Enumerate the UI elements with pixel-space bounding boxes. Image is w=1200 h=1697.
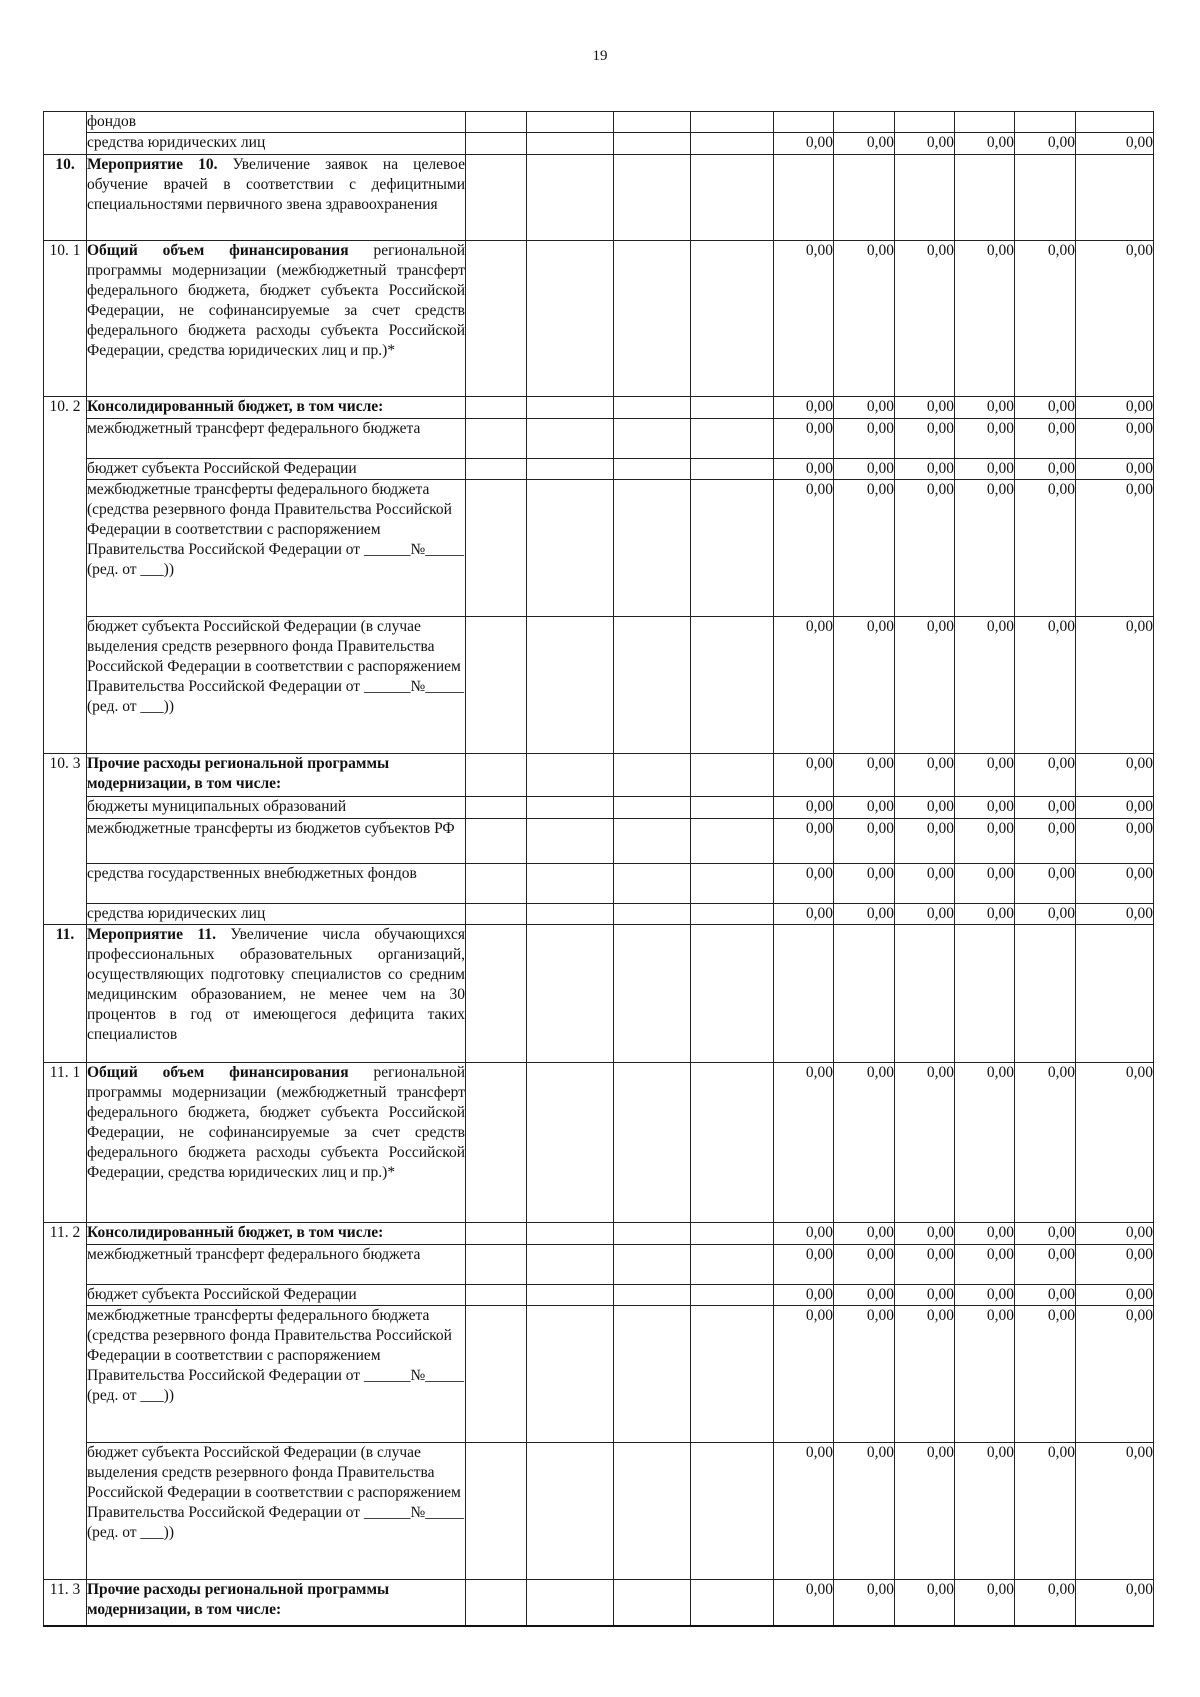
row-number: 11. bbox=[44, 925, 87, 1063]
value-cell: 0,00 bbox=[774, 1285, 834, 1306]
value-cell: 0,00 bbox=[1076, 397, 1154, 419]
value-cell: 0,00 bbox=[1015, 1285, 1076, 1306]
value-cell: 0,00 bbox=[774, 617, 834, 754]
value-cell: 0,00 bbox=[1015, 1223, 1076, 1245]
value-cell: 0,00 bbox=[1076, 1285, 1154, 1306]
value-cell: 0,00 bbox=[955, 617, 1015, 754]
row-description: средства юридических лиц bbox=[87, 904, 466, 925]
value-cell: 0,00 bbox=[1015, 797, 1076, 819]
table-row bbox=[44, 1063, 1154, 1223]
value-cell: 0,00 bbox=[1015, 1306, 1076, 1443]
event-description: Мероприятие 10. Увеличение заявок на целевое обучение врачей в соответствии с дефицитными специальностями первичного звена здравоохранения bbox=[87, 155, 466, 241]
value-cell: 0,00 bbox=[774, 397, 834, 419]
value-cell: 0,00 bbox=[834, 1306, 895, 1443]
value-cell: 0,00 bbox=[895, 1306, 955, 1443]
table-row bbox=[44, 1443, 1154, 1580]
value-cell: 0,00 bbox=[1015, 1245, 1076, 1285]
table-row bbox=[44, 1580, 1154, 1626]
value-cell: 0,00 bbox=[1015, 241, 1076, 397]
row-number: 10. 1 bbox=[44, 241, 87, 397]
value-cell: 0,00 bbox=[1015, 617, 1076, 754]
row-description: фондов bbox=[87, 112, 466, 133]
row-number: 10. 2 bbox=[44, 397, 87, 754]
value-cell: 0,00 bbox=[1076, 754, 1154, 797]
value-cell: 0,00 bbox=[1015, 819, 1076, 864]
value-cell: 0,00 bbox=[895, 397, 955, 419]
row-number: 11. 2 bbox=[44, 1223, 87, 1580]
row-number: 11. 3 bbox=[44, 1580, 87, 1626]
value-cell: 0,00 bbox=[1015, 904, 1076, 925]
event-description: Мероприятие 11. Увеличение числа обучающихся профессиональных образовательных организаций, осуществляющих подготовку специалистов со средним медицинским образованием, не менее чем на 30 процентов в год от имеющегося дефицита таких специалистов bbox=[87, 925, 466, 1063]
row-number: 10. bbox=[44, 155, 87, 241]
value-cell: 0,00 bbox=[955, 819, 1015, 864]
value-cell: 0,00 bbox=[895, 1443, 955, 1580]
value-cell: 0,00 bbox=[955, 1285, 1015, 1306]
value-cell: 0,00 bbox=[1076, 797, 1154, 819]
value-cell: 0,00 bbox=[774, 241, 834, 397]
value-cell: 0,00 bbox=[774, 797, 834, 819]
value-cell: 0,00 bbox=[834, 1580, 895, 1626]
row-description: бюджеты муниципальных образований bbox=[87, 797, 466, 819]
row-description: межбюджетный трансферт федерального бюджета bbox=[87, 419, 466, 459]
row-description: бюджет субъекта Российской Федерации (в случае выделения средств резервного фонда Правительства Российской Федерации в соответствии с распоряжением Правительства Российской Федерации от ______№_____ (ред. от ___)) bbox=[87, 617, 466, 754]
table-row bbox=[44, 1223, 1154, 1245]
value-cell: 0,00 bbox=[834, 459, 895, 480]
financing-table bbox=[43, 111, 1154, 1627]
value-cell: 0,00 bbox=[834, 1063, 895, 1223]
row-description: межбюджетные трансферты федерального бюджета (средства резервного фонда Правительства Российской Федерации в соответствии с распоряжением Правительства Российской Федерации от ______№_____ (ред. от ___)) bbox=[87, 480, 466, 617]
value-cell: 0,00 bbox=[834, 1245, 895, 1285]
value-cell: 0,00 bbox=[895, 819, 955, 864]
value-cell: 0,00 bbox=[834, 1223, 895, 1245]
value-cell: 0,00 bbox=[1015, 1443, 1076, 1580]
page-number: 19 bbox=[592, 48, 608, 64]
table-row bbox=[44, 864, 1154, 904]
table-row bbox=[44, 419, 1154, 459]
value-cell: 0,00 bbox=[834, 397, 895, 419]
row-description: Общий объем финансирования региональной программы модернизации (межбюджетный трансферт федерального бюджета, бюджет субъекта Российской Федерации, не софинансируемые за счет средств федерального бюджета расходы субъекта Российской Федерации, средства юридических лиц и пр.)* bbox=[87, 241, 466, 397]
value-cell: 0,00 bbox=[955, 797, 1015, 819]
value-cell: 0,00 bbox=[955, 1245, 1015, 1285]
value-cell: 0,00 bbox=[955, 1063, 1015, 1223]
row-number: 10. 3 bbox=[44, 754, 87, 925]
value-cell: 0,00 bbox=[955, 1443, 1015, 1580]
value-cell: 0,00 bbox=[895, 1580, 955, 1626]
value-cell: 0,00 bbox=[1015, 1580, 1076, 1626]
value-cell: 0,00 bbox=[1076, 419, 1154, 459]
value-cell: 0,00 bbox=[1076, 1245, 1154, 1285]
value-cell: 0,00 bbox=[1076, 459, 1154, 480]
table-row bbox=[44, 754, 1154, 797]
table-row bbox=[44, 925, 1154, 1063]
value-cell: 0,00 bbox=[955, 419, 1015, 459]
value-cell: 0,00 bbox=[834, 617, 895, 754]
value-cell: 0,00 bbox=[774, 1443, 834, 1580]
value-cell: 0,00 bbox=[834, 797, 895, 819]
value-cell: 0,00 bbox=[1076, 241, 1154, 397]
value-cell: 0,00 bbox=[895, 1063, 955, 1223]
value-cell: 0,00 bbox=[774, 419, 834, 459]
value-cell: 0,00 bbox=[895, 459, 955, 480]
value-cell: 0,00 bbox=[895, 241, 955, 397]
value-cell: 0,00 bbox=[955, 1306, 1015, 1443]
value-cell: 0,00 bbox=[1015, 480, 1076, 617]
value-cell: 0,00 bbox=[774, 1223, 834, 1245]
row-description: межбюджетные трансферты федерального бюджета (средства резервного фонда Правительства Российской Федерации в соответствии с распоряжением Правительства Российской Федерации от ______№_____ (ред. от ___)) bbox=[87, 1306, 466, 1443]
value-cell: 0,00 bbox=[834, 133, 895, 155]
table-row bbox=[44, 397, 1154, 419]
value-cell: 0,00 bbox=[955, 397, 1015, 419]
value-cell: 0,00 bbox=[774, 133, 834, 155]
table-row bbox=[44, 904, 1154, 925]
value-cell: 0,00 bbox=[895, 480, 955, 617]
table-row bbox=[44, 480, 1154, 617]
value-cell: 0,00 bbox=[834, 419, 895, 459]
value-cell: 0,00 bbox=[955, 1223, 1015, 1245]
value-cell: 0,00 bbox=[1076, 1443, 1154, 1580]
row-description: межбюджетные трансферты из бюджетов субъектов РФ bbox=[87, 819, 466, 864]
row-description: Прочие расходы региональной программы модернизации, в том числе: bbox=[87, 754, 466, 797]
value-cell: 0,00 bbox=[1015, 1063, 1076, 1223]
value-cell: 0,00 bbox=[895, 133, 955, 155]
value-cell: 0,00 bbox=[1076, 1580, 1154, 1626]
value-cell: 0,00 bbox=[834, 819, 895, 864]
value-cell: 0,00 bbox=[774, 819, 834, 864]
value-cell: 0,00 bbox=[895, 1245, 955, 1285]
value-cell: 0,00 bbox=[774, 864, 834, 904]
value-cell: 0,00 bbox=[774, 754, 834, 797]
value-cell: 0,00 bbox=[834, 1285, 895, 1306]
row-description: бюджет субъекта Российской Федерации bbox=[87, 1285, 466, 1306]
value-cell: 0,00 bbox=[1076, 133, 1154, 155]
value-cell: 0,00 bbox=[774, 1580, 834, 1626]
row-description: Прочие расходы региональной программы модернизации, в том числе: bbox=[87, 1580, 466, 1626]
value-cell: 0,00 bbox=[1076, 480, 1154, 617]
value-cell: 0,00 bbox=[895, 617, 955, 754]
value-cell: 0,00 bbox=[834, 241, 895, 397]
value-cell: 0,00 bbox=[895, 754, 955, 797]
value-cell: 0,00 bbox=[955, 133, 1015, 155]
row-description: средства юридических лиц bbox=[87, 133, 466, 155]
row-description: средства государственных внебюджетных фондов bbox=[87, 864, 466, 904]
value-cell: 0,00 bbox=[1076, 864, 1154, 904]
row-description: бюджет субъекта Российской Федерации bbox=[87, 459, 466, 480]
value-cell: 0,00 bbox=[895, 1223, 955, 1245]
value-cell: 0,00 bbox=[895, 797, 955, 819]
table-row bbox=[44, 1306, 1154, 1443]
table-row bbox=[44, 1285, 1154, 1306]
row-description: Общий объем финансирования региональной программы модернизации (межбюджетный трансферт федерального бюджета, бюджет субъекта Российской Федерации, не софинансируемые за счет средств федерального бюджета расходы субъекта Российской Федерации, средства юридических лиц и пр.)* bbox=[87, 1063, 466, 1223]
value-cell: 0,00 bbox=[955, 480, 1015, 617]
value-cell: 0,00 bbox=[1015, 754, 1076, 797]
value-cell: 0,00 bbox=[834, 480, 895, 617]
value-cell: 0,00 bbox=[895, 864, 955, 904]
value-cell: 0,00 bbox=[955, 754, 1015, 797]
value-cell: 0,00 bbox=[955, 459, 1015, 480]
table-row bbox=[44, 155, 1154, 241]
value-cell: 0,00 bbox=[1076, 617, 1154, 754]
table-row bbox=[44, 459, 1154, 480]
table-row bbox=[44, 133, 1154, 155]
table-row bbox=[44, 617, 1154, 754]
table-row bbox=[44, 819, 1154, 864]
row-description: Консолидированный бюджет, в том числе: bbox=[87, 1223, 466, 1245]
row-description: Консолидированный бюджет, в том числе: bbox=[87, 397, 466, 419]
value-cell: 0,00 bbox=[834, 864, 895, 904]
value-cell: 0,00 bbox=[1015, 864, 1076, 904]
value-cell: 0,00 bbox=[955, 904, 1015, 925]
value-cell: 0,00 bbox=[1076, 904, 1154, 925]
value-cell: 0,00 bbox=[1015, 419, 1076, 459]
table-row bbox=[44, 1245, 1154, 1285]
value-cell: 0,00 bbox=[955, 1580, 1015, 1626]
value-cell: 0,00 bbox=[955, 241, 1015, 397]
value-cell: 0,00 bbox=[774, 904, 834, 925]
value-cell: 0,00 bbox=[774, 480, 834, 617]
value-cell: 0,00 bbox=[895, 1285, 955, 1306]
table-row bbox=[44, 797, 1154, 819]
value-cell: 0,00 bbox=[834, 904, 895, 925]
row-number: 11. 1 bbox=[44, 1063, 87, 1223]
value-cell: 0,00 bbox=[1076, 1306, 1154, 1443]
value-cell: 0,00 bbox=[1015, 397, 1076, 419]
value-cell: 0,00 bbox=[834, 1443, 895, 1580]
value-cell: 0,00 bbox=[774, 1063, 834, 1223]
value-cell: 0,00 bbox=[895, 904, 955, 925]
value-cell: 0,00 bbox=[774, 459, 834, 480]
value-cell: 0,00 bbox=[955, 864, 1015, 904]
value-cell: 0,00 bbox=[774, 1306, 834, 1443]
row-description: бюджет субъекта Российской Федерации (в случае выделения средств резервного фонда Правительства Российской Федерации в соответствии с распоряжением Правительства Российской Федерации от ______№_____ (ред. от ___)) bbox=[87, 1443, 466, 1580]
table-row bbox=[44, 241, 1154, 397]
value-cell: 0,00 bbox=[1015, 133, 1076, 155]
value-cell: 0,00 bbox=[1076, 1063, 1154, 1223]
value-cell: 0,00 bbox=[1076, 1223, 1154, 1245]
table-row bbox=[44, 112, 1154, 133]
value-cell: 0,00 bbox=[895, 419, 955, 459]
value-cell: 0,00 bbox=[774, 1245, 834, 1285]
row-description: межбюджетный трансферт федерального бюджета bbox=[87, 1245, 466, 1285]
row-number bbox=[44, 112, 87, 155]
value-cell: 0,00 bbox=[834, 754, 895, 797]
value-cell: 0,00 bbox=[1015, 459, 1076, 480]
value-cell: 0,00 bbox=[1076, 819, 1154, 864]
